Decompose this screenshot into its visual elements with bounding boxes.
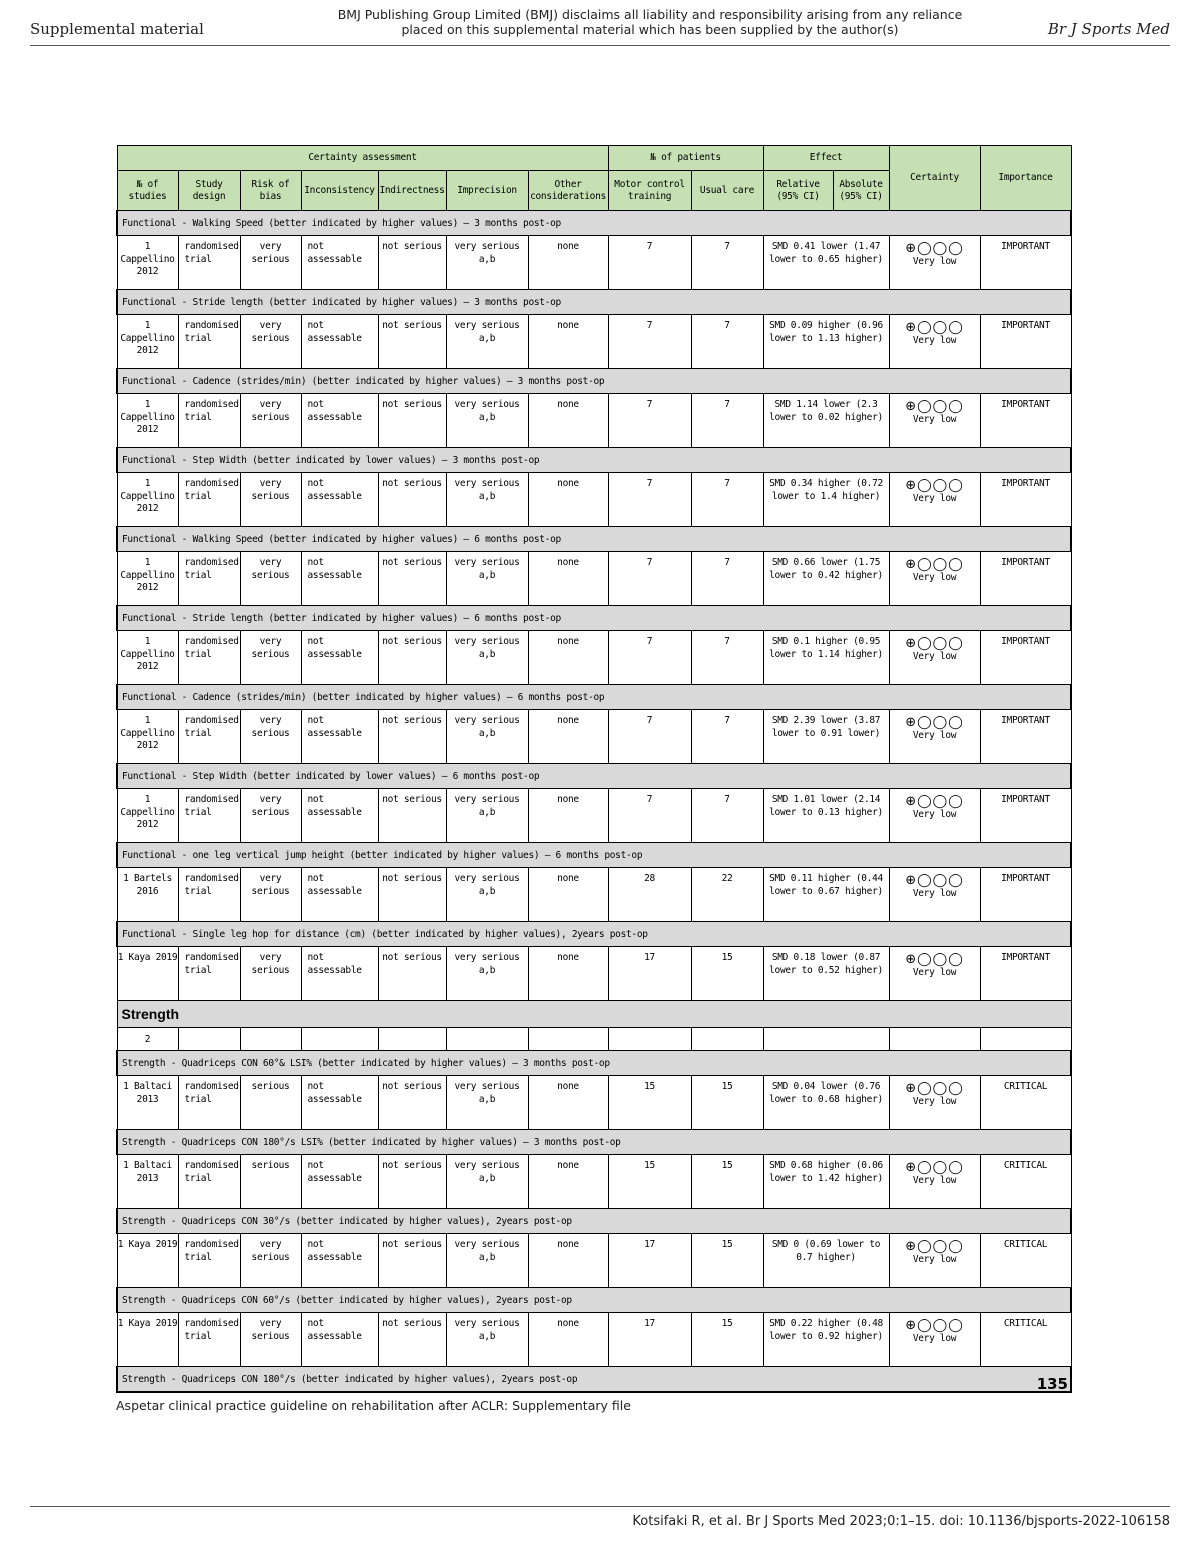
cell-importance: IMPORTANT [980,394,1071,448]
outcome-heading: Strength - Quadriceps CON 180°/s (better indicated by higher values), 2years post-op [117,1367,1071,1393]
cell-effect: SMD 0.18 lower (0.87 lower to 0.52 higher) [763,947,889,1001]
cell-inconsistency: not assessable [301,947,378,1001]
functional-outcomes [117,211,1071,1001]
outcome-heading: Strength - Quadriceps CON 60°/s (better indicated by higher values), 2years post-op [117,1288,1071,1313]
cell-indirectness: not serious [378,789,446,843]
cell-indirectness: not serious [378,947,446,1001]
cell-imprecision: very serious a,b [446,631,528,685]
cell-risk-of-bias: very serious [240,315,301,369]
cell-inconsistency: not assessable [301,1076,378,1130]
col-indirectness: Indirectness [378,171,446,211]
col-study-design: Study design [178,171,240,211]
cell-study: 1 Cappellino 2012 [117,394,178,448]
cell-study: 1 Cappellino 2012 [117,473,178,527]
cell-design: randomised trial [178,789,240,843]
cell-design: randomised trial [178,947,240,1001]
cell-design: randomised trial [178,1313,240,1367]
cell-importance: CRITICAL [980,1313,1071,1367]
header-rule [30,45,1170,46]
certainty-label: Very low [912,1333,957,1344]
table-row [117,473,1071,527]
cell-certainty [889,1076,980,1130]
cell-certainty [889,789,980,843]
group-certainty-assessment: Certainty assessment [117,146,608,171]
cell-other: none [528,868,608,922]
cell-risk-of-bias: very serious [240,1313,301,1367]
outcome-heading: Functional - one leg vertical jump height (better indicated by higher values) – 6 months post-op [117,843,1071,868]
cell-imprecision: very serious a,b [446,1155,528,1209]
cell-inconsistency: not assessable [301,710,378,764]
cell-motor-control: 7 [608,789,691,843]
cell-usual-care: 15 [691,1076,763,1130]
cell-inconsistency: not assessable [301,1155,378,1209]
header-disclaimer-line1: BMJ Publishing Group Limited (BMJ) disclaims all liability and responsibility arising from any reliance [337,7,963,22]
outcome-heading: Functional - Cadence (strides/min) (better indicated by higher values) – 3 months post-op [117,369,1071,394]
table-row [117,947,1071,1001]
col-relative: Relative (95% CI) [763,171,833,211]
cell-importance: IMPORTANT [980,315,1071,369]
cell-motor-control: 15 [608,1076,691,1130]
cell-study: 1 Kaya 2019 [117,1313,178,1367]
cell-certainty [889,868,980,922]
certainty-label: Very low [912,1175,957,1186]
cell-motor-control: 7 [608,394,691,448]
cell-risk-of-bias: very serious [240,473,301,527]
table-row [117,1313,1071,1367]
col-other-considerations: Other considerations [528,171,608,211]
cell-effect: SMD 1.01 lower (2.14 lower to 0.13 higher) [763,789,889,843]
cell-motor-control: 17 [608,1313,691,1367]
cell-inconsistency: not assessable [301,868,378,922]
cell-design: randomised trial [178,1076,240,1130]
outcome-heading: Functional - Walking Speed (better indicated by higher values) – 3 months post-op [117,211,1071,236]
cell-importance: IMPORTANT [980,868,1071,922]
cell-study: 1 Cappellino 2012 [117,552,178,606]
cell-inconsistency: not assessable [301,631,378,685]
group-effect: Effect [763,146,889,171]
header-disclaimer-line2: placed on this supplemental material which has been supplied by the author(s) [401,22,899,37]
cell-design: randomised trial [178,315,240,369]
cell-indirectness: not serious [378,236,446,290]
table-row [117,868,1071,922]
section-heading-strength: Strength [117,1001,1071,1028]
certainty-label: Very low [912,651,957,662]
header-journal: Br J Sports Med [1047,20,1170,38]
certainty-rating-icon: ⊕◯◯◯ [905,399,964,414]
cell-other: none [528,1313,608,1367]
col-inconsistency: Inconsistency [301,171,378,211]
cell-indirectness: not serious [378,1313,446,1367]
cell-design: randomised trial [178,1234,240,1288]
footer-rule [30,1506,1170,1507]
cell-motor-control: 7 [608,236,691,290]
cell-risk-of-bias: serious [240,1076,301,1130]
certainty-rating-icon: ⊕◯◯◯ [905,241,964,256]
cell-usual-care: 7 [691,631,763,685]
cell-imprecision: very serious a,b [446,315,528,369]
cell-certainty [889,315,980,369]
outcome-heading: Functional - Walking Speed (better indicated by higher values) – 6 months post-op [117,527,1071,552]
cell-risk-of-bias: very serious [240,236,301,290]
col-importance: Importance [980,146,1071,211]
cell-motor-control: 17 [608,947,691,1001]
cell-imprecision: very serious a,b [446,947,528,1001]
outcome-heading: Strength - Quadriceps CON 30°/s (better indicated by higher values), 2years post-op [117,1209,1071,1234]
cell-design: randomised trial [178,394,240,448]
cell-indirectness: not serious [378,315,446,369]
cell-imprecision: very serious a,b [446,1313,528,1367]
cell-inconsistency: not assessable [301,1234,378,1288]
cell-indirectness: not serious [378,552,446,606]
certainty-rating-icon: ⊕◯◯◯ [905,320,964,335]
header-left: Supplemental material [30,20,204,38]
cell-risk-of-bias: very serious [240,631,301,685]
cell-importance: CRITICAL [980,1155,1071,1209]
certainty-label: Very low [912,888,957,899]
cell-other: none [528,1155,608,1209]
cell-importance: IMPORTANT [980,552,1071,606]
cell-importance: IMPORTANT [980,631,1071,685]
cell-certainty [889,552,980,606]
cell-risk-of-bias: very serious [240,552,301,606]
certainty-label: Very low [912,414,957,425]
cell-other: none [528,552,608,606]
cell-other: none [528,236,608,290]
trailing-outcome [117,1367,1071,1393]
cell-risk-of-bias: very serious [240,789,301,843]
cell-imprecision: very serious a,b [446,394,528,448]
cell-effect: SMD 0.04 lower (0.76 lower to 0.68 higher) [763,1076,889,1130]
cell-effect: SMD 0.22 higher (0.48 lower to 0.92 higher) [763,1313,889,1367]
cell-other: none [528,789,608,843]
cell-other: none [528,710,608,764]
certainty-rating-icon: ⊕◯◯◯ [905,636,964,651]
cell-motor-control: 15 [608,1155,691,1209]
cell-imprecision: very serious a,b [446,1234,528,1288]
certainty-rating-icon: ⊕◯◯◯ [905,1160,964,1175]
certainty-label: Very low [912,572,957,583]
cell-effect: SMD 2.39 lower (3.87 lower to 0.91 lower) [763,710,889,764]
cell-motor-control: 28 [608,868,691,922]
cell-study: 1 Cappellino 2012 [117,236,178,290]
certainty-rating-icon: ⊕◯◯◯ [905,1081,964,1096]
cell-risk-of-bias: very serious [240,1234,301,1288]
cell-study: 1 Kaya 2019 [117,947,178,1001]
cell-design: randomised trial [178,868,240,922]
cell-usual-care: 7 [691,394,763,448]
cell-effect: SMD 0.1 higher (0.95 lower to 1.14 higher) [763,631,889,685]
table-row [117,394,1071,448]
cell-imprecision: very serious a,b [446,868,528,922]
cell-indirectness: not serious [378,1234,446,1288]
certainty-label: Very low [912,256,957,267]
table-row [117,315,1071,369]
cell-imprecision: very serious a,b [446,1076,528,1130]
col-imprecision: Imprecision [446,171,528,211]
cell-usual-care: 15 [691,1234,763,1288]
col-absolute: Absolute (95% CI) [833,171,889,211]
certainty-label: Very low [912,493,957,504]
cell-certainty [889,394,980,448]
cell-effect: SMD 0.66 lower (1.75 lower to 0.42 higher) [763,552,889,606]
cell-other: none [528,315,608,369]
cell-importance: IMPORTANT [980,710,1071,764]
cell-inconsistency: not assessable [301,315,378,369]
cell-risk-of-bias: serious [240,1155,301,1209]
cell-inconsistency: not assessable [301,552,378,606]
cell-certainty [889,947,980,1001]
cell-certainty [889,1234,980,1288]
cell-inconsistency: not assessable [301,789,378,843]
cell-other: none [528,631,608,685]
cell-effect: SMD 1.14 lower (2.3 lower to 0.02 higher) [763,394,889,448]
table-row [117,1234,1071,1288]
cell-indirectness: not serious [378,1076,446,1130]
cell-importance: CRITICAL [980,1076,1071,1130]
cell-motor-control: 7 [608,473,691,527]
cell-effect: SMD 0.34 higher (0.72 lower to 1.4 higher) [763,473,889,527]
cell-usual-care: 7 [691,236,763,290]
cell-certainty [889,710,980,764]
cell-design: randomised trial [178,236,240,290]
cell-usual-care: 7 [691,315,763,369]
cell-design: randomised trial [178,710,240,764]
certainty-label: Very low [912,967,957,978]
footer-citation: Kotsifaki R, et al. Br J Sports Med 2023;0:1–15. doi: 10.1136/bjsports-2022-106158 [632,1514,1170,1529]
table-row [117,789,1071,843]
cell-indirectness: not serious [378,1155,446,1209]
cell-usual-care: 7 [691,789,763,843]
cell-usual-care: 15 [691,1313,763,1367]
cell-motor-control: 7 [608,315,691,369]
certainty-label: Very low [912,1254,957,1265]
outcome-heading: Functional - Cadence (strides/min) (better indicated by higher values) – 6 months post-op [117,685,1071,710]
cell-effect: SMD 0.11 higher (0.44 lower to 0.67 higher) [763,868,889,922]
table-row [117,1076,1071,1130]
cell-design: randomised trial [178,552,240,606]
cell-inconsistency: not assessable [301,473,378,527]
cell-risk-of-bias: very serious [240,868,301,922]
cell-usual-care: 15 [691,1155,763,1209]
cell-risk-of-bias: very serious [240,710,301,764]
cell-motor-control: 7 [608,631,691,685]
cell-other: none [528,947,608,1001]
cell-certainty [889,1313,980,1367]
strength-study-count: 2 [117,1028,178,1051]
cell-study: 1 Cappellino 2012 [117,631,178,685]
outcome-heading: Strength - Quadriceps CON 60°& LSI% (better indicated by higher values) – 3 months post-op [117,1051,1071,1076]
cell-study: 1 Baltaci 2013 [117,1076,178,1130]
cell-usual-care: 7 [691,552,763,606]
col-risk-of-bias: Risk of bias [240,171,301,211]
certainty-label: Very low [912,335,957,346]
col-motor-control: Motor control training [608,171,691,211]
cell-risk-of-bias: very serious [240,394,301,448]
certainty-label: Very low [912,809,957,820]
outcome-heading: Functional - Step Width (better indicated by lower values) – 6 months post-op [117,764,1071,789]
grade-evidence-table [116,145,1072,1393]
table-row [117,1155,1071,1209]
cell-indirectness: not serious [378,473,446,527]
certainty-label: Very low [912,1096,957,1107]
cell-usual-care: 7 [691,710,763,764]
col-usual-care: Usual care [691,171,763,211]
cell-motor-control: 17 [608,1234,691,1288]
header-disclaimer [290,7,1010,37]
cell-importance: IMPORTANT [980,473,1071,527]
cell-importance: IMPORTANT [980,789,1071,843]
table-row [117,710,1071,764]
table-row [117,236,1071,290]
cell-design: randomised trial [178,1155,240,1209]
cell-design: randomised trial [178,473,240,527]
cell-other: none [528,1234,608,1288]
cell-imprecision: very serious a,b [446,236,528,290]
certainty-rating-icon: ⊕◯◯◯ [905,478,964,493]
cell-effect: SMD 0.09 higher (0.96 lower to 1.13 higher) [763,315,889,369]
outcome-heading: Functional - Step Width (better indicated by lower values) – 3 months post-op [117,448,1071,473]
cell-usual-care: 15 [691,947,763,1001]
table-row [117,552,1071,606]
cell-motor-control: 7 [608,710,691,764]
cell-usual-care: 7 [691,473,763,527]
cell-effect: SMD 0 (0.69 lower to 0.7 higher) [763,1234,889,1288]
cell-inconsistency: not assessable [301,394,378,448]
certainty-rating-icon: ⊕◯◯◯ [905,873,964,888]
cell-indirectness: not serious [378,631,446,685]
cell-other: none [528,473,608,527]
cell-indirectness: not serious [378,868,446,922]
outcome-heading: Strength - Quadriceps CON 180°/s LSI% (better indicated by higher values) – 3 months post-op [117,1130,1071,1155]
cell-indirectness: not serious [378,710,446,764]
col-no-studies: № of studies [117,171,178,211]
outcome-heading: Functional - Stride length (better indicated by higher values) – 6 months post-op [117,606,1071,631]
outcome-heading: Functional - Stride length (better indicated by higher values) – 3 months post-op [117,290,1071,315]
cell-certainty [889,473,980,527]
cell-study: 1 Cappellino 2012 [117,315,178,369]
col-certainty: Certainty [889,146,980,211]
cell-certainty [889,1155,980,1209]
cell-design: randomised trial [178,631,240,685]
strength-outcomes [117,1051,1071,1367]
cell-importance: IMPORTANT [980,236,1071,290]
cell-effect: SMD 0.41 lower (1.47 lower to 0.65 higher) [763,236,889,290]
table-row [117,631,1071,685]
certainty-rating-icon: ⊕◯◯◯ [905,557,964,572]
cell-study: 1 Kaya 2019 [117,1234,178,1288]
cell-importance: IMPORTANT [980,947,1071,1001]
certainty-rating-icon: ⊕◯◯◯ [905,794,964,809]
cell-usual-care: 22 [691,868,763,922]
strength-section [117,1001,1071,1051]
cell-imprecision: very serious a,b [446,552,528,606]
certainty-label: Very low [912,730,957,741]
cell-inconsistency: not assessable [301,236,378,290]
cell-inconsistency: not assessable [301,1313,378,1367]
outcome-heading: Functional - Single leg hop for distance (cm) (better indicated by higher values), 2years post-op [117,922,1071,947]
cell-certainty [889,236,980,290]
guideline-caption: Aspetar clinical practice guideline on rehabilitation after ACLR: Supplementary file [116,1398,631,1413]
certainty-rating-icon: ⊕◯◯◯ [905,952,964,967]
cell-certainty [889,631,980,685]
cell-risk-of-bias: very serious [240,947,301,1001]
cell-other: none [528,1076,608,1130]
cell-study: 1 Bartels 2016 [117,868,178,922]
cell-study: 1 Cappellino 2012 [117,789,178,843]
cell-motor-control: 7 [608,552,691,606]
group-no-patients: № of patients [608,146,763,171]
cell-effect: SMD 0.68 higher (0.06 lower to 1.42 higher) [763,1155,889,1209]
certainty-rating-icon: ⊕◯◯◯ [905,715,964,730]
cell-indirectness: not serious [378,394,446,448]
cell-study: 1 Cappellino 2012 [117,710,178,764]
cell-other: none [528,394,608,448]
cell-imprecision: very serious a,b [446,789,528,843]
cell-importance: CRITICAL [980,1234,1071,1288]
cell-imprecision: very serious a,b [446,710,528,764]
cell-imprecision: very serious a,b [446,473,528,527]
certainty-rating-icon: ⊕◯◯◯ [905,1239,964,1254]
certainty-rating-icon: ⊕◯◯◯ [905,1318,964,1333]
page-number: 135 [1036,1375,1068,1393]
cell-study: 1 Baltaci 2013 [117,1155,178,1209]
